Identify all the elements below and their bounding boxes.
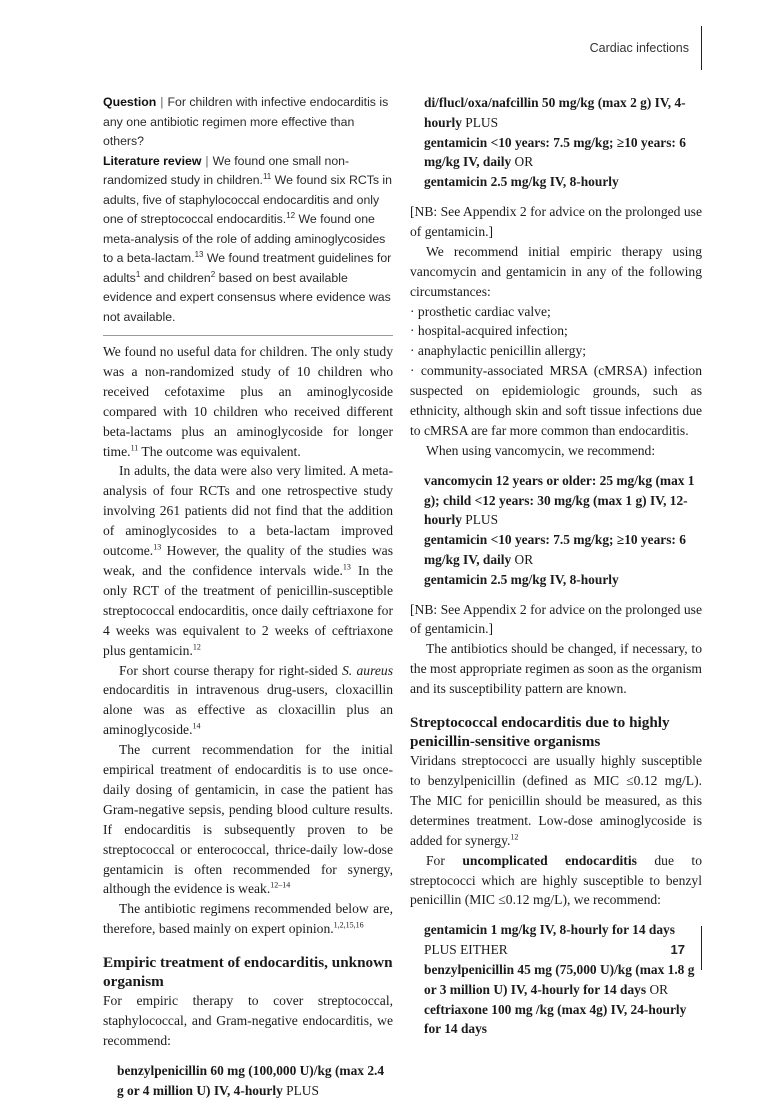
page-number: 17 bbox=[670, 942, 685, 957]
paragraph-text: However, the quality of the studies was weak, and the confidence intervals wide. bbox=[103, 543, 393, 578]
paragraph-children-data bbox=[103, 342, 393, 461]
lit-review-text-f: based on best available evidence and expert consensus where evidence was not available. bbox=[103, 270, 391, 324]
paragraph-adults bbox=[103, 461, 393, 660]
paragraph-current-recommendation bbox=[103, 740, 393, 899]
regimen-text: gentamicin <10 years: 7.5 mg/kg; ≥10 years: 6 mg/kg IV, daily bbox=[424, 134, 686, 170]
question-text: For children with infective endocarditis is any one antibiotic regimen more effective than others? bbox=[103, 95, 389, 148]
paragraph-text: We found no useful data for children. The only study was a non-randomized study of 10 children who received cefotaxime plus an aminoglycoside compared with 10 children who received different beta-lactams plus an aminoglycoside for longer time. bbox=[103, 344, 393, 459]
citation: 11 bbox=[130, 443, 139, 452]
citation: 1,2,15,16 bbox=[333, 920, 364, 930]
lit-review-text-c: We found one meta-analysis of the role of adding aminoglycosides to a beta-lactam. bbox=[103, 212, 386, 265]
regimen-text: gentamicin 1 mg/kg IV, 8-hourly for 14 days bbox=[424, 922, 675, 938]
regimen-text: benzylpenicillin 45 mg (75,000 U)/kg (max 1.8 g or 3 million U) IV, 4-hourly for 14 days bbox=[424, 961, 695, 997]
regimen-benzylpenicillin bbox=[103, 1061, 393, 1101]
paragraph-text: endocarditis in intravenous drug-users, cloxacillin alone was as effective as cloxacillin plus an aminoglycoside. bbox=[103, 682, 393, 738]
note-gentamicin: [NB: See Appendix 2 for advice on the prolonged use of gentamicin.] bbox=[410, 203, 702, 239]
header-rule bbox=[701, 26, 702, 70]
citation: 12 bbox=[286, 210, 296, 220]
regimen-connector: OR bbox=[646, 981, 669, 997]
running-head: Cardiac infections bbox=[589, 41, 689, 55]
paragraph-text: The outcome was equivalent. bbox=[138, 443, 301, 459]
lit-review-text-a: We found one small non-randomized study in children. bbox=[103, 153, 350, 187]
regimen-text: benzylpenicillin 60 mg (100,000 U)/kg (max 2.4 g or 4 million U) IV, 4-hourly bbox=[117, 1062, 385, 1098]
citation: 1 bbox=[135, 269, 141, 279]
paragraph-empiric: For empiric therapy to cover streptococcal, staphylococcal, and Gram-negative endocarditis, we recommend: bbox=[103, 993, 393, 1048]
regimen-vancomycin bbox=[410, 471, 702, 590]
regimen-text: gentamicin 2.5 mg/kg IV, 8-hourly bbox=[424, 174, 619, 190]
bullet-item: · community-associated MRSA (cMRSA) infection suspected on epidemiologic grounds, such as ethnicity, although skin and soft tissue infections due to cMRSA are far more common than endocarditis. bbox=[410, 363, 702, 438]
paragraph-text: The antibiotic regimens recommended below are, therefore, based mainly on expert opinion. bbox=[103, 901, 393, 937]
regimen-connector: OR bbox=[511, 154, 534, 170]
regimen-text: ceftriaxone 100 mg /kg (max 4g) IV, 24-hourly for 14 days bbox=[424, 1001, 687, 1037]
regimen-text: di/flucl/oxa/nafcillin 50 mg/kg (max 2 g) IV, 4-hourly bbox=[424, 95, 686, 130]
paragraph-antibiotics-change: The antibiotics should be changed, if necessary, to the most appropriate regimen as soon as the organism and its susceptibility pattern are known. bbox=[410, 641, 702, 697]
citation: 11 bbox=[262, 171, 272, 181]
paragraph-when-vancomycin: When using vancomycin, we recommend: bbox=[426, 442, 656, 458]
paragraph-short-course bbox=[103, 661, 393, 741]
paragraph-text: In the only RCT of the treatment of penicillin-susceptible streptococcal endocarditis, once daily ceftriaxone for 4 weeks was equivalent to 2 weeks of ceftriaxone plus gentamicin. bbox=[103, 562, 393, 658]
paragraph-text: For short course therapy for right-sided bbox=[119, 662, 342, 678]
lit-review-text-d: We found treatment guidelines for adults bbox=[103, 251, 392, 285]
paragraph-text: due to streptococci which are highly susceptible to benzyl penicillin (MIC ≤0.12 mg/L), we recommend: bbox=[410, 852, 702, 908]
regimen-text: gentamicin 2.5 mg/kg IV, 8-hourly bbox=[424, 571, 619, 587]
citation: 2 bbox=[210, 269, 216, 279]
citation: 13 bbox=[194, 249, 204, 259]
regimen-connector: PLUS bbox=[282, 1082, 319, 1098]
lit-review-text-e: and children bbox=[140, 270, 211, 285]
bullet-item: · prosthetic cardiac valve; bbox=[410, 303, 551, 319]
regimen-empiric-continued bbox=[410, 93, 702, 192]
citation: 12 bbox=[192, 642, 201, 652]
note-gentamicin: [NB: See Appendix 2 for advice on the prolonged use of gentamicin.] bbox=[410, 601, 702, 637]
section-heading-empiric: Empiric treatment of endocarditis, unknown organism bbox=[103, 954, 393, 991]
paragraph-vancomycin-circumstances: We recommend initial empiric therapy using vancomycin and gentamicin in any of the following circumstances: bbox=[410, 243, 702, 299]
paragraph-text: The current recommendation for the initial empirical treatment of endocarditis is to use once-daily dosing of gentamicin, in case the patient has Gram-negative sepsis, pending blood culture results. If endocarditis is subsequently proven to be streptococcal or enterococcal, thrice-daily low-dose gentamicin is often recommended for synergy, although the evidence is weak. bbox=[103, 742, 393, 897]
question-label: Question bbox=[103, 95, 157, 109]
paragraph-text: In adults, the data were also very limited. A meta-analysis of four RCTs and one retrospective study involving 261 patients did not find that the addition of aminoglycosides to a beta-lactam improved outcome. bbox=[103, 463, 393, 559]
regimen-text: vancomycin 12 years or older: 25 mg/kg (max 1 g); child <12 years: 30 mg/kg (max 1 g) IV, 12-hourly bbox=[424, 472, 695, 528]
paragraph-expert-opinion bbox=[103, 899, 393, 939]
footer-rule bbox=[701, 926, 702, 970]
paragraph-text: For bbox=[426, 852, 463, 868]
question-box: Question | For children with infective endocarditis is any one antibiotic regimen more effective than others? Literature review | We found one small non-randomized study in children.$^{11}$ We found six RCTs in adults, five of staphylococcal endocarditis and only one of streptococcal endocarditis.$^{12}$ We found one meta-analysis of the role of adding aminoglycosides to a beta-lactam.$^{13}$ We found treatment guidelines for adults$^1$ and children$^2$ based on best available evidence and expert consensus where evidence was not available. bbox=[103, 93, 393, 336]
citation: 14 bbox=[192, 721, 201, 731]
regimen-connector: PLUS bbox=[461, 512, 499, 528]
paragraph-uncomplicated bbox=[410, 851, 702, 911]
left-column bbox=[103, 93, 393, 1111]
citation: 12 bbox=[510, 832, 519, 842]
regimen-connector: PLUS EITHER bbox=[424, 942, 508, 958]
lit-review-text-b: We found six RCTs in adults, five of staphylococcal endocarditis and only one of streptococcal endocarditis. bbox=[103, 173, 393, 226]
regimen-connector: OR bbox=[511, 551, 534, 567]
citation: 13 bbox=[153, 542, 162, 552]
citation: 12–14 bbox=[270, 880, 291, 890]
bullet-item: · anaphylactic penicillin allergy; bbox=[410, 343, 587, 359]
section-heading-streptococcal: Streptococcal endocarditis due to highly penicillin-sensitive organisms bbox=[410, 714, 670, 751]
emphasis-text: uncomplicated endocarditis bbox=[462, 852, 637, 868]
bullet-item: · hospital-acquired infection; bbox=[410, 323, 568, 339]
right-column bbox=[410, 93, 702, 1049]
regimen-connector: PLUS bbox=[461, 114, 499, 130]
paragraph-viridans bbox=[410, 751, 702, 851]
organism-name: S. aureus bbox=[341, 662, 393, 678]
regimen-streptococcal bbox=[410, 920, 702, 1039]
regimen-text: gentamicin <10 years: 7.5 mg/kg; ≥10 years: 6 mg/kg IV, daily bbox=[424, 532, 686, 567]
literature-review-label: Literature review bbox=[103, 153, 202, 168]
paragraph-text: Viridans streptococci are usually highly susceptible to benzylpenicillin (defined as MIC ≤0.12 mg/L). The MIC for penicillin should be measured, as this determines treatment. Low-dose aminoglycoside is added for synergy. bbox=[410, 753, 702, 848]
citation: 13 bbox=[342, 562, 351, 572]
